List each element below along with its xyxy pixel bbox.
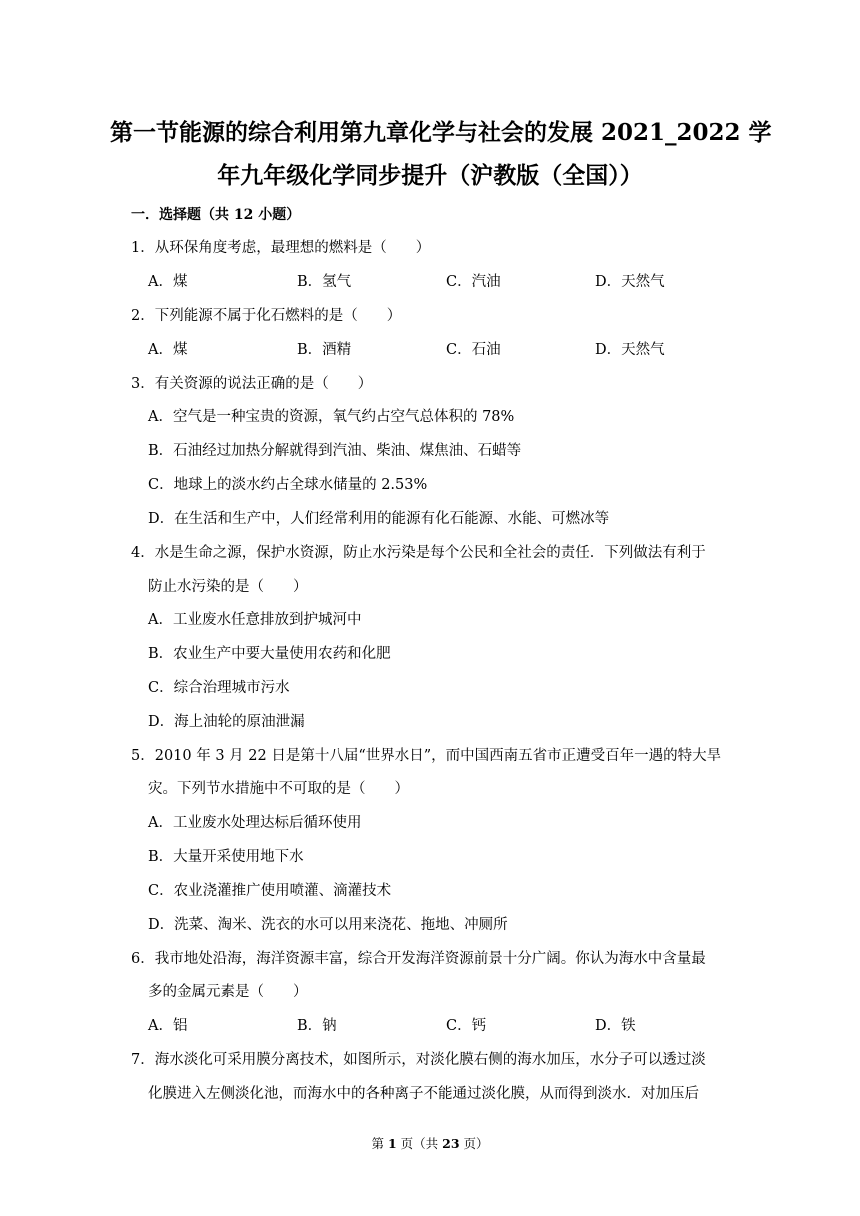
question-3-stem: 3．有关资源的说法正确的是（ ） (131, 376, 373, 392)
footer-page-number: 1 (387, 1136, 397, 1151)
section-heading: 一．选择题（共 12 小题） (131, 207, 301, 223)
question-4-stem-line-2: 防止水污染的是（ ） (148, 579, 308, 595)
question-1-option-d: D．天然气 (595, 274, 665, 290)
question-3-option-b: B．石油经过加热分解就得到汽油、柴油、煤焦油、石蜡等 (148, 443, 522, 459)
question-2-option-d: D．天然气 (595, 342, 665, 358)
question-6-option-c: C．钙 (446, 1018, 487, 1034)
question-3-option-c: C．地球上的淡水约占全球水储量的 2.53% (148, 477, 428, 493)
question-6-stem-line-2: 多的金属元素是（ ） (148, 984, 308, 1000)
question-6-option-a: A．铝 (148, 1018, 188, 1034)
question-4-option-a: A．工业废水任意排放到护城河中 (148, 612, 362, 628)
question-4-option-c: C．综合治理城市污水 (148, 680, 290, 696)
question-2-option-c: C．石油 (446, 342, 501, 358)
question-6-option-b: B．钠 (297, 1018, 337, 1034)
question-4-option-d: D．海上油轮的原油泄漏 (148, 714, 305, 730)
question-1-option-c: C．汽油 (446, 274, 501, 290)
footer-total-pages: 23 (442, 1136, 460, 1151)
question-5-option-b: B．大量开采使用地下水 (148, 849, 304, 865)
question-5-stem-line-2: 灾。下列节水措施中不可取的是（ ） (148, 781, 409, 797)
page-footer (0, 1134, 860, 1152)
question-5-option-d: D．洗菜、淘米、洗衣的水可以用来浇花、拖地、冲厕所 (148, 917, 508, 933)
footer-suffix: 页） (459, 1136, 489, 1151)
document-title-line-2: 年九年级化学同步提升（沪教版（全国）） (217, 162, 643, 189)
question-7-stem-line-1: 7．海水淡化可采用膜分离技术，如图所示，对淡化膜右侧的海水加压，水分子可以透过淡 (131, 1052, 706, 1068)
question-6-option-d: D．铁 (595, 1018, 636, 1034)
question-1-option-b: B．氢气 (297, 274, 352, 290)
question-3-option-a: A．空气是一种宝贵的资源，氧气约占空气总体积的 78% (148, 409, 515, 425)
question-1-option-a: A．煤 (148, 274, 188, 290)
question-1-stem: 1．从环保角度考虑，最理想的燃料是（ ） (131, 240, 431, 256)
question-6-stem-line-1: 6．我市地处沿海，海洋资源丰富，综合开发海洋资源前景十分广阔。你认为海水中含量最 (131, 951, 706, 967)
question-2-option-a: A．煤 (148, 342, 188, 358)
question-5-stem-line-1: 5．2010 年 3 月 22 日是第十八届“世界水日”，而中国西南五省市正遭受百年一遇的特大旱 (131, 748, 722, 764)
question-4-option-b: B．农业生产中要大量使用农药和化肥 (148, 646, 391, 662)
question-2-stem: 2．下列能源不属于化石燃料的是（ ） (131, 308, 402, 324)
question-4-stem-line-1: 4．水是生命之源，保护水资源，防止水污染是每个公民和全社会的责任．下列做法有利于 (131, 545, 706, 561)
footer-middle: 页（共 (396, 1136, 443, 1151)
question-3-option-d: D．在生活和生产中，人们经常利用的能源有化石能源、水能、可燃冰等 (148, 511, 610, 527)
question-5-option-a: A．工业废水处理达标后循环使用 (148, 815, 362, 831)
question-2-option-b: B．酒精 (297, 342, 352, 358)
footer-prefix: 第 (371, 1136, 388, 1151)
document-title-line-1: 第一节能源的综合利用第九章化学与社会的发展 2021_2022 学 (110, 119, 772, 146)
question-7-stem-line-2: 化膜进入左侧淡化池，而海水中的各种离子不能通过淡化膜，从而得到淡水．对加压后 (148, 1086, 699, 1102)
question-5-option-c: C．农业浇灌推广使用喷灌、滴灌技术 (148, 883, 392, 899)
